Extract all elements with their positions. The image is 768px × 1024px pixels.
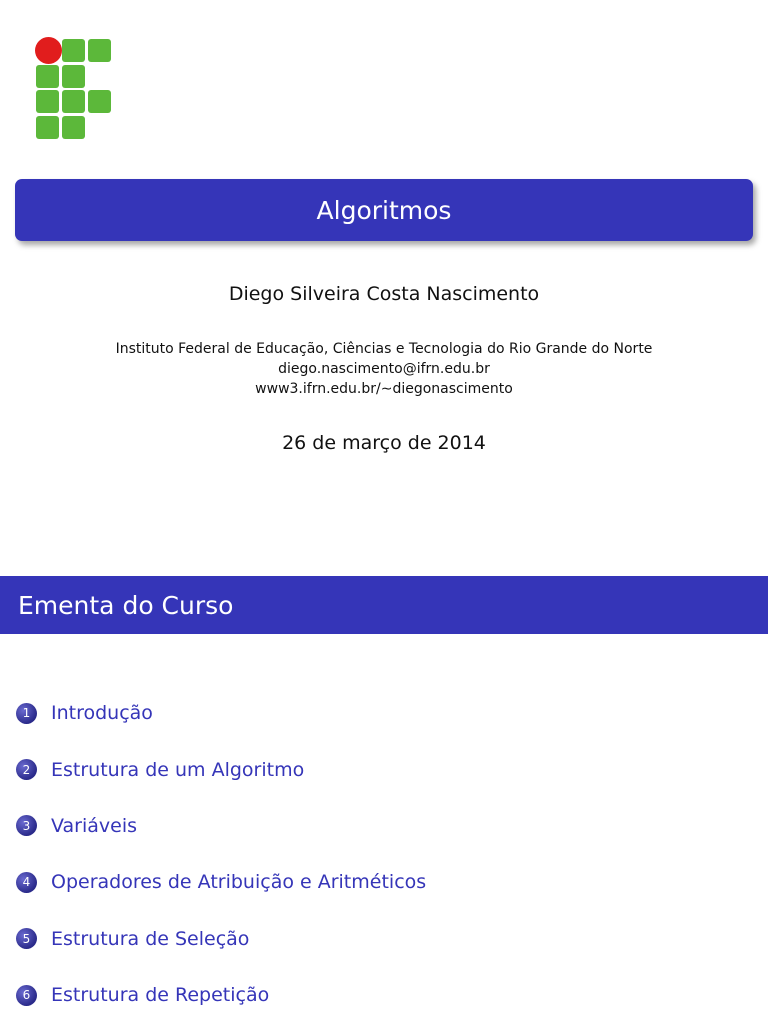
logo-red-dot <box>35 37 62 64</box>
logo-square <box>62 39 85 62</box>
toc-item[interactable] <box>16 685 426 741</box>
presentation-title: Algoritmos <box>316 195 452 225</box>
toc-item-label[interactable]: Operadores de Atribuição e Aritméticos <box>51 871 427 894</box>
toc-number-bullet: 4 <box>16 872 37 893</box>
toc-item[interactable] <box>16 967 426 1023</box>
presentation-date: 26 de março de 2014 <box>282 432 486 454</box>
author-email: diego.nascimento@ifrn.edu.br <box>278 361 490 377</box>
toc-item[interactable] <box>16 854 426 910</box>
logo-square <box>88 90 111 113</box>
logo-square <box>88 39 111 62</box>
author-website: www3.ifrn.edu.br/∼diegonascimento <box>255 381 513 397</box>
toc-item-label[interactable]: Estrutura de Repetição <box>51 984 270 1007</box>
table-of-contents <box>16 685 426 1023</box>
toc-item[interactable] <box>16 798 426 854</box>
institution-name: Instituto Federal de Educação, Ciências e Tecnologia do Rio Grande do Norte <box>115 341 653 357</box>
toc-number-bullet: 2 <box>16 759 37 780</box>
author-name: Diego Silveira Costa Nascimento <box>228 283 540 305</box>
toc-item-label[interactable]: Variáveis <box>51 814 138 837</box>
toc-item-label[interactable]: Estrutura de Seleção <box>51 927 250 950</box>
section-header <box>0 576 768 634</box>
toc-number-bullet: 1 <box>16 703 37 724</box>
logo-square <box>62 65 85 88</box>
logo-square <box>62 90 85 113</box>
logo-square <box>36 116 59 139</box>
toc-number-bullet: 5 <box>16 928 37 949</box>
logo-square <box>36 65 59 88</box>
toc-item-label[interactable]: Introdução <box>51 702 153 725</box>
toc-item[interactable] <box>16 911 426 967</box>
ifrn-logo <box>35 37 115 139</box>
section-title: Ementa do Curso <box>18 590 234 620</box>
toc-item[interactable] <box>16 741 426 797</box>
logo-square <box>36 90 59 113</box>
title-box <box>15 179 753 241</box>
toc-item-label[interactable]: Estrutura de um Algoritmo <box>51 758 305 781</box>
toc-number-bullet: 6 <box>16 985 37 1006</box>
toc-number-bullet: 3 <box>16 815 37 836</box>
logo-square <box>62 116 85 139</box>
